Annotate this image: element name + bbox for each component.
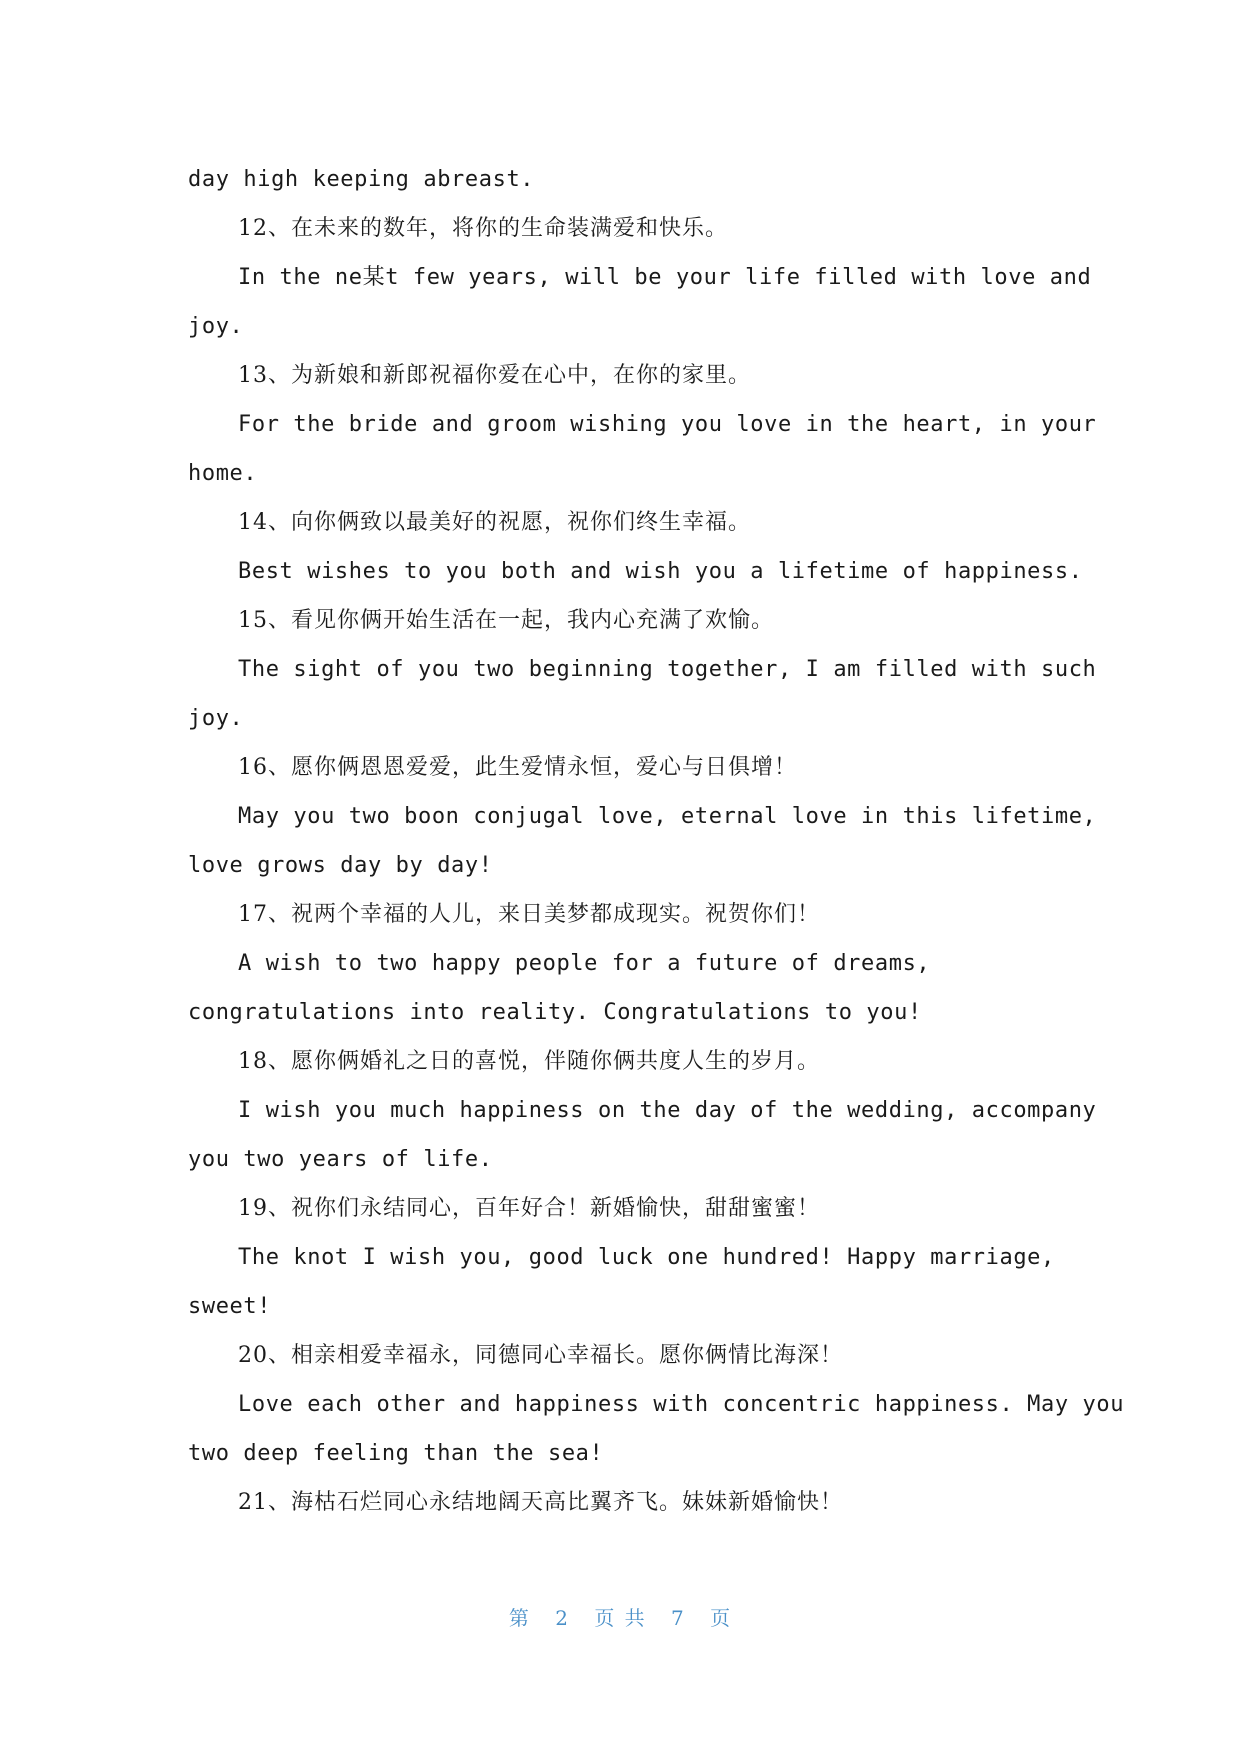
text-line: 19、祝你们永结同心，百年好合！新婚愉快，甜甜蜜蜜！ bbox=[238, 1196, 820, 1221]
footer-end-label: 页 bbox=[710, 1606, 733, 1630]
text-line: 15、看见你俩开始生活在一起，我内心充满了欢愉。 bbox=[238, 608, 774, 633]
text-line: 14、向你俩致以最美好的祝愿，祝你们终生幸福。 bbox=[238, 510, 751, 535]
text-line: 13、为新娘和新郎祝福你爱在心中，在你的家里。 bbox=[238, 363, 751, 388]
footer-total-pages: 7 bbox=[671, 1606, 686, 1630]
text-line: day high keeping abreast. bbox=[188, 167, 535, 192]
text-line: 12、在未来的数年，将你的生命装满爱和快乐。 bbox=[238, 216, 728, 241]
text-line: For the bride and groom wishing you love in the heart, in your bbox=[238, 412, 1097, 437]
text-line: 18、愿你俩婚礼之日的喜悦，伴随你俩共度人生的岁月。 bbox=[238, 1049, 820, 1074]
text-line: In the ne某t few years, will be your life filled with love and bbox=[238, 265, 1092, 290]
footer-current-page: 2 bbox=[555, 1606, 570, 1630]
text-line: The sight of you two beginning together, I am filled with such bbox=[238, 657, 1097, 682]
text-line: you two years of life. bbox=[188, 1147, 493, 1172]
text-line: joy. bbox=[188, 314, 244, 339]
footer-of-label: 页 共 bbox=[594, 1606, 647, 1630]
footer-page-label: 第 bbox=[508, 1606, 531, 1630]
text-line: love grows day by day! bbox=[188, 853, 493, 878]
text-line: 17、祝两个幸福的人儿，来日美梦都成现实。祝贺你们！ bbox=[238, 902, 820, 927]
text-line: 20、相亲相爱幸福永，同德同心幸福长。愿你俩情比海深！ bbox=[238, 1343, 843, 1368]
text-line: 21、海枯石烂同心永结地阔天高比翼齐飞。妹妹新婚愉快！ bbox=[238, 1490, 843, 1515]
text-line: May you two boon conjugal love, eternal love in this lifetime, bbox=[238, 804, 1097, 829]
text-line: A wish to two happy people for a future of dreams, bbox=[238, 951, 931, 976]
text-line: sweet! bbox=[188, 1294, 272, 1319]
text-line: I wish you much happiness on the day of the wedding, accompany bbox=[238, 1098, 1097, 1123]
text-line: joy. bbox=[188, 706, 244, 731]
page-footer bbox=[0, 1602, 1241, 1631]
document-body bbox=[188, 155, 1125, 1527]
text-line: home. bbox=[188, 461, 258, 486]
text-line: The knot I wish you, good luck one hundred! Happy marriage, bbox=[238, 1245, 1055, 1270]
text-line: 16、愿你俩恩恩爱爱，此生爱情永恒，爱心与日俱增！ bbox=[238, 755, 797, 780]
text-line: Love each other and happiness with concentric happiness. May you bbox=[238, 1392, 1125, 1417]
text-line: Best wishes to you both and wish you a lifetime of happiness. bbox=[238, 559, 1083, 584]
text-line: two deep feeling than the sea! bbox=[188, 1441, 604, 1466]
text-line: congratulations into reality. Congratulations to you! bbox=[188, 1000, 922, 1025]
